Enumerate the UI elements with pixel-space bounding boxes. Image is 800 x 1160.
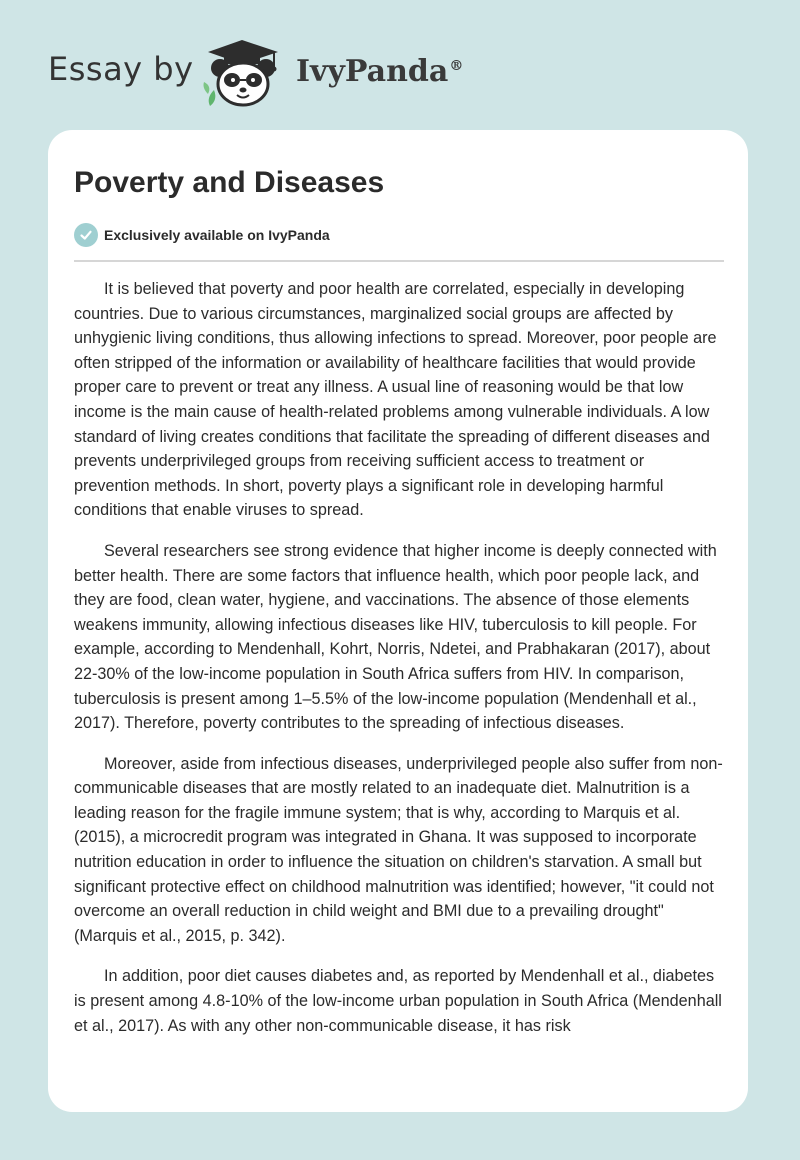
check-circle-icon (74, 223, 98, 247)
paragraph: Several researchers see strong evidence that higher income is deeply connected with better health. There are some factors that influence health, which poor people lack, and they are food, clean water, hygiene, and vaccinations. The absence of those elements weakens immunity, allowing infectious diseases like HIV, tuberculosis to kill people. For example, according to Mendenhall, Kohrt, Norris, Ndetei, and Prabhakaran (2017), about 22-30% of the low-income population in South Africa suffers from HIV. In comparison, tuberculosis is present among 1–5.5% of the low-income population (Mendenhall et al., 2017). Therefore, poverty contributes to the spreading of infectious diseases. (74, 541, 717, 733)
paragraph: It is believed that poverty and poor health are correlated, especially in developing countries. Due to various circumstances, marginalized social groups are affected by unhygienic living conditions, thus allowing infections to spread. Moreover, poor people are often stripped of the information or availability of healthcare facilities that would provide proper care to prevent or treat any illness. A usual line of reasoning would be that low income is the main cause of health-related problems among vulnerable individuals. A low standard of living creates conditions that facilitate the spreading of different diseases and prevents underprivileged groups from receiving sufficient access to treatment or prevention methods. In short, poverty plays a significant role in developing harmful conditions that enable viruses to spread. (74, 280, 717, 520)
exclusive-badge-text: Exclusively available on IvyPanda (104, 227, 330, 243)
brand-name-text: IvyPanda (296, 54, 449, 89)
essay-body (74, 277, 724, 1054)
essay-by-label: Essay by (48, 50, 194, 88)
title-divider (74, 260, 724, 262)
essay-title: Poverty and Diseases (74, 166, 385, 199)
site-header (0, 0, 800, 130)
exclusive-badge (74, 222, 330, 248)
registered-mark: ® (449, 58, 464, 74)
panda-graduate-icon[interactable] (200, 38, 290, 108)
essay-card (48, 130, 748, 1112)
paragraph: In addition, poor diet causes diabetes and, as reported by Mendenhall et al., diabetes is present among 4.8-10% of the low-income urban population in South Africa (Mendenhall et al., 2017). As with any other non-communicable disease, it has risk (74, 967, 722, 1035)
brand-name[interactable] (296, 54, 462, 89)
paragraph: Moreover, aside from infectious diseases, underprivileged people also suffer from non-communicable diseases that are mostly related to an inadequate diet. Malnutrition is a leading reason for the fragile immune system; that is why, according to Marquis et al. (2015), a microcredit program was integrated in Ghana. It was supposed to incorporate nutrition education in order to influence the situation on children's starvation. A small but significant protective effect on childhood malnutrition was identified; however, "it could not overcome an overall reduction in child weight and BMI due to a prevailing drought" (Marquis et al., 2015, p. 342). (74, 754, 723, 945)
